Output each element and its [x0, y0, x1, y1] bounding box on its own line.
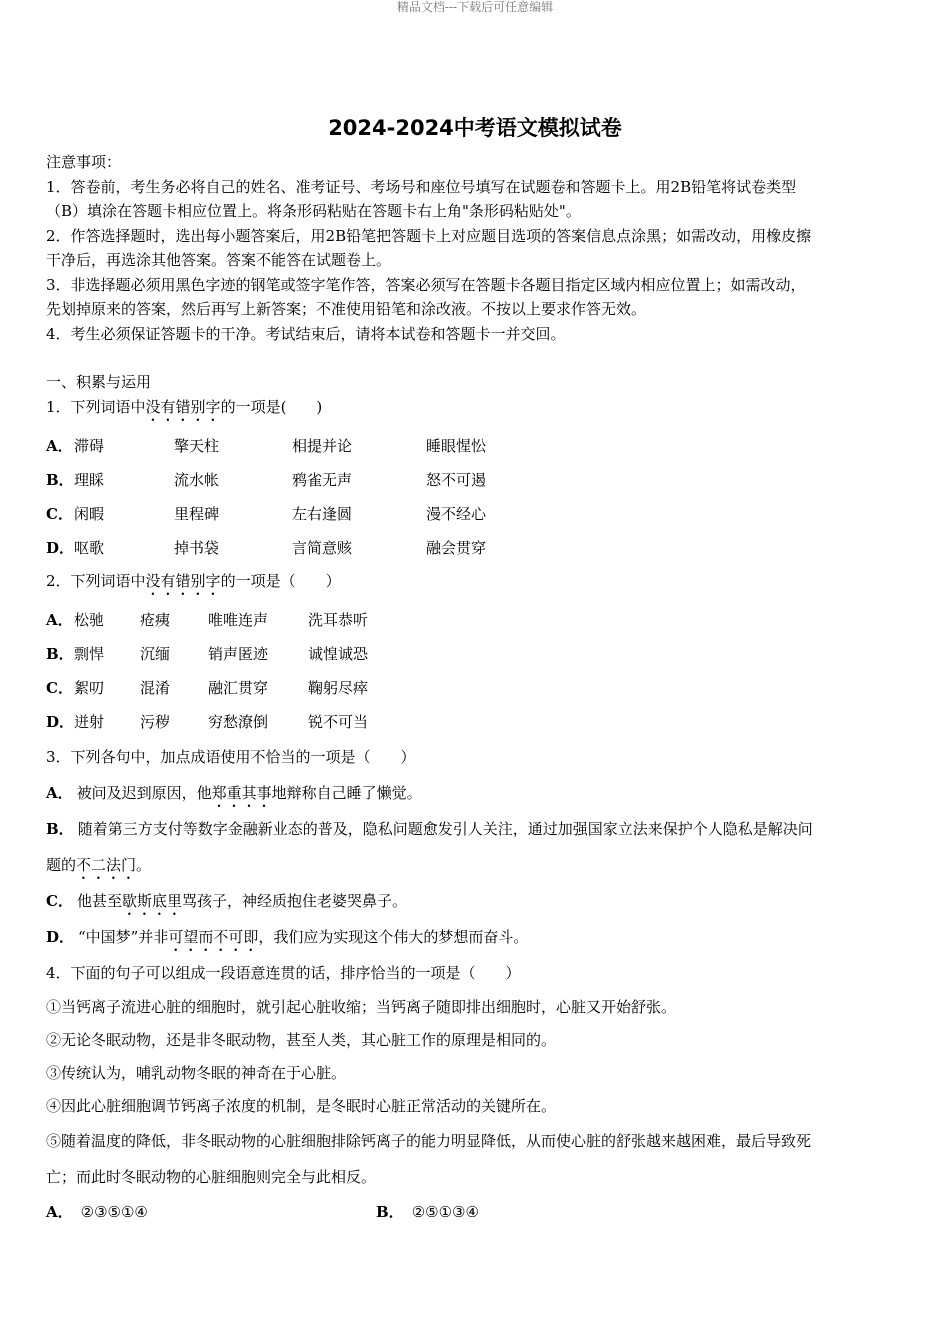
question-2-option-a[interactable]: A． 松驰 疮痍 唯唯连声 洗耳恭听 — [46, 611, 369, 629]
question-4-sentence-4: ④因此心脏细胞调节钙离子浓度的机制，是冬眠时心脏正常活动的关键所在。 — [46, 1096, 557, 1115]
notice-line: 2．作答选择题时，选出每小题答案后，用2B铅笔把答题卡上对应题目选项的答案信息点涂黑；如需改动，用橡皮擦 — [46, 226, 812, 245]
document-body — [46, 150, 906, 1229]
question-4-options — [46, 1195, 906, 1229]
question-4-sentence-1: ①当钙离子流进心脏的细胞时，就引起心脏收缩；当钙离子随即排出细胞时，心脏又开始舒张。 — [46, 997, 677, 1016]
question-3-option-a[interactable]: A． 被问及迟到原因，他郑重其事地辩称自己睡了懒觉。 — [46, 783, 422, 802]
question-4-stem: 4．下面的句子可以组成一段语意连贯的话，排序恰当的一项是（ ） — [46, 963, 521, 982]
notice-line: 3．非选择题必须用黑色字迹的钢笔或签字笔作答，答案必须写在答题卡各题目指定区域内相应位置上；如需改动， — [46, 275, 806, 294]
question-4-sentence-2: ②无论冬眠动物，还是非冬眠动物，甚至人类，其心脏工作的原理是相同的。 — [46, 1030, 557, 1049]
notice-line: 1．答卷前，考生务必将自己的姓名、准考证号、考场号和座位号填写在试题卷和答题卡上。用2B铅笔将试卷类型 — [46, 177, 797, 196]
question-2-option-d[interactable]: D． 迸射 污秽 穷愁潦倒 锐不可当 — [46, 713, 369, 731]
question-4-option-a[interactable]: A． ②③⑤①④ — [46, 1202, 148, 1221]
section-heading: 一、积累与运用 — [46, 373, 152, 391]
question-3-option-b[interactable]: B． 随着第三方支付等数字金融新业态的普及，隐私问题愈发引人关注，通过加强国家立法来保护个人隐私是解决问 题的不二法门。 — [46, 819, 813, 874]
question-2-stem: 2．下列词语中没有错别字的一项是（ ） — [46, 571, 341, 590]
emphasis-text: 没有错别字 — [145, 397, 221, 416]
question-1-option-c[interactable]: C． 闲暇 里程碑 左右逢圆 漫不经心 — [46, 505, 487, 523]
question-2-option-c[interactable]: C． 絮叨 混淆 融汇贯穿 鞠躬尽瘁 — [46, 679, 369, 697]
question-2-option-b[interactable]: B． 剽悍 沉缅 销声匿迹 诚惶诚恐 — [46, 645, 369, 663]
notice-line: 4．考生必须保证答题卡的干净。考试结束后，请将本试卷和答题卡一并交回。 — [46, 324, 566, 343]
question-3-option-c[interactable]: C． 他甚至歇斯底里骂孩子，神经质抱住老婆哭鼻子。 — [46, 891, 407, 910]
notice-line: 干净后，再选涂其他答案。答案不能答在试题卷上。 — [46, 251, 392, 269]
notice-line: 先划掉原来的答案，然后再写上新答案；不准使用铅笔和涂改液。不按以上要求作答无效。 — [46, 300, 647, 318]
watermark: 精品文档---下载后可任意编辑 — [396, 0, 554, 14]
question-1-option-b[interactable]: B． 理睬 流水帐 鸦雀无声 怒不可遏 — [46, 471, 487, 489]
question-1-option-d[interactable]: D． 呕歌 掉书袋 言简意赅 融会贯穿 — [46, 539, 487, 557]
question-3-option-d[interactable]: D． “中国梦”并非可望而不可即，我们应为实现这个伟大的梦想而奋斗。 — [46, 927, 529, 946]
notice-heading: 注意事项： — [46, 153, 122, 171]
emphasis-text: 可望而不可即 — [168, 927, 259, 946]
question-4-sentence-5: ⑤随着温度的降低，非冬眠动物的心脏细胞排除钙离子的能力明显降低，从而使心脏的舒张越来越困难，最后导致死 亡；而此时冬眠动物的心脏细胞则完全与此相反。 — [46, 1131, 812, 1186]
question-3-stem: 3．下列各句中，加点成语使用不恰当的一项是（ ） — [46, 747, 416, 766]
question-4-sentence-3: ③传统认为，哺乳动物冬眠的神奇在于心脏。 — [46, 1063, 347, 1082]
question-4-option-b[interactable]: B． ②⑤①③④ — [376, 1202, 479, 1221]
question-1-stem: 1．下列词语中没有错别字的一项是( ) — [46, 397, 323, 416]
emphasis-text: 歇斯底里 — [121, 891, 182, 910]
notice-line: （B）填涂在答题卡相应位置上。将条形码粘贴在答题卡右上角"条形码粘贴处"。 — [46, 202, 581, 220]
page-title: 2024-2024中考语文模拟试卷 — [328, 116, 622, 140]
question-1-option-a[interactable]: A． 滞碍 擎天柱 相提并论 睡眼惺忪 — [46, 437, 487, 455]
emphasis-text: 不二法门 — [76, 855, 137, 874]
emphasis-text: 郑重其事 — [211, 783, 272, 802]
emphasis-text: 没有错别字 — [145, 571, 221, 590]
